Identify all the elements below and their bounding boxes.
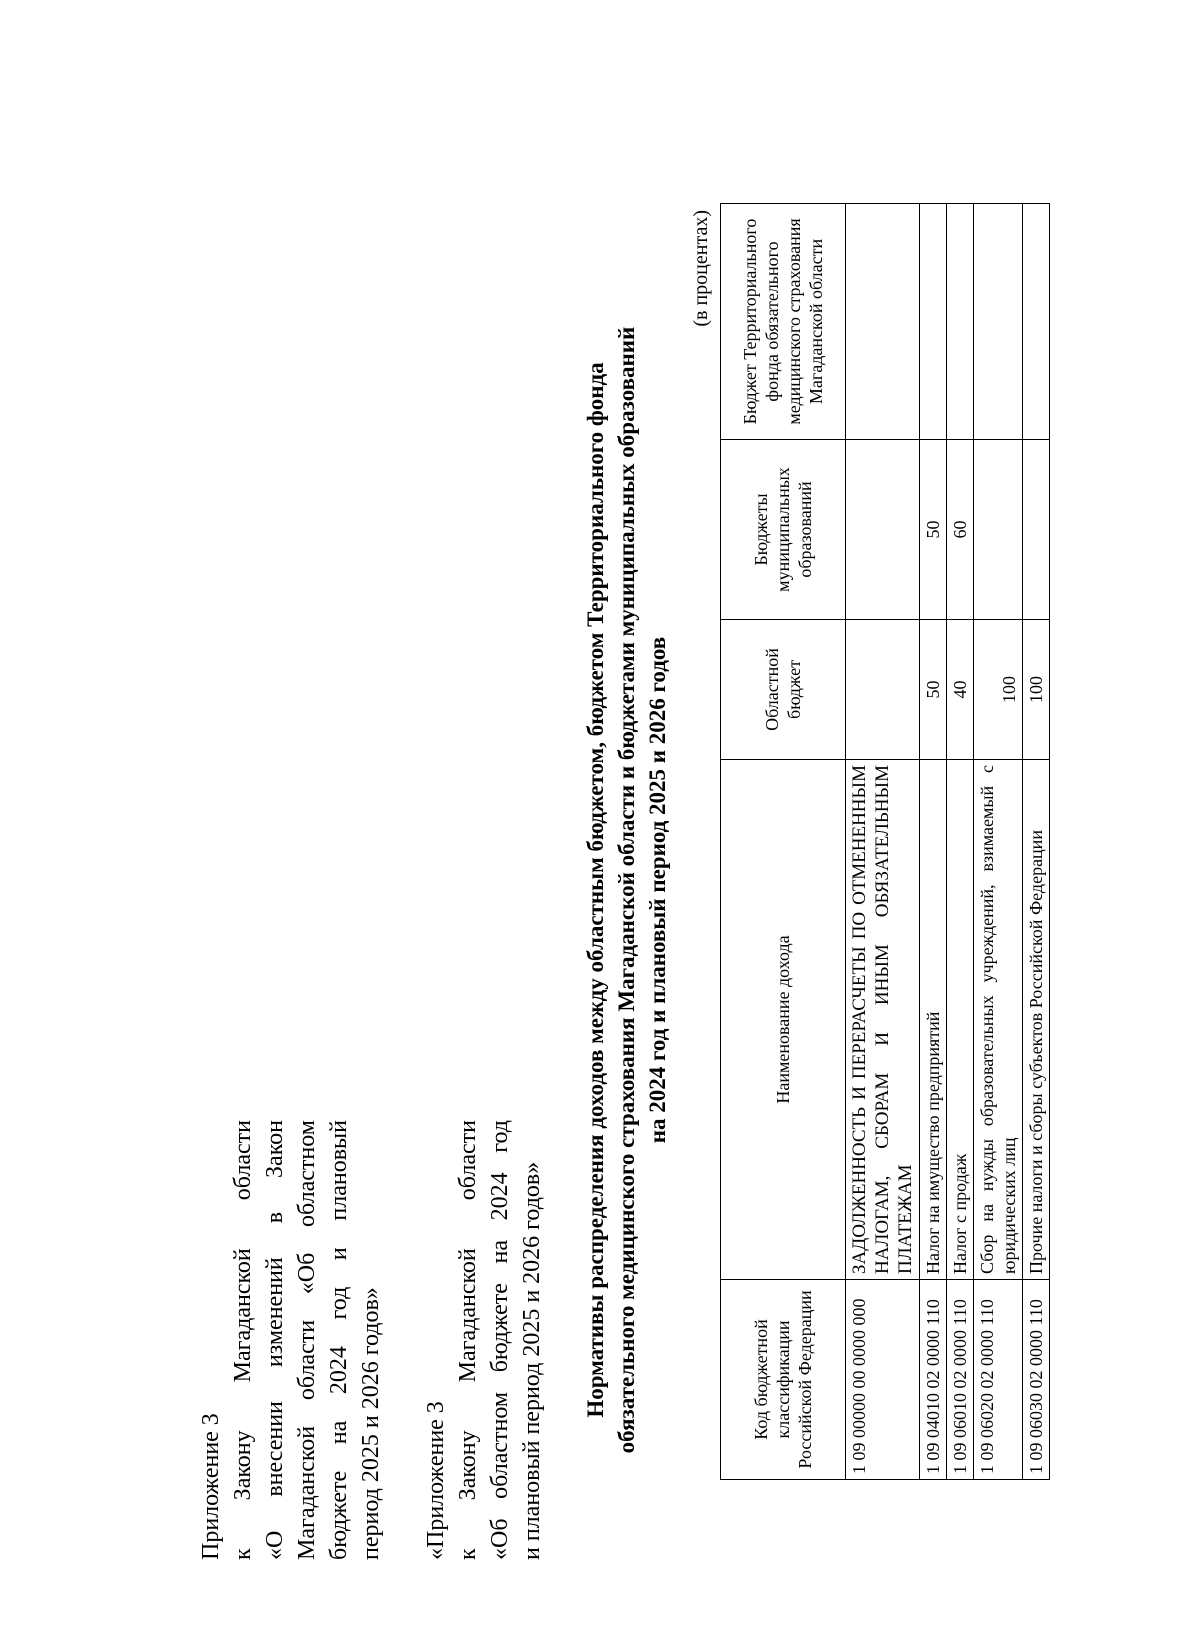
row-municipal-value — [974, 440, 1023, 620]
row-name: Налог на имущество предприятий — [920, 760, 947, 1280]
row-name: Сбор на нужды образовательных учреждений, взимаемый с юридических лиц — [974, 760, 1023, 1280]
row-regional-value: 50 — [920, 620, 947, 760]
title-line-2: обязательного медицинского страхования Магаданской области и бюджетами муниципальных образований — [614, 326, 639, 1454]
appendix-line: «Приложение 3 — [423, 1401, 449, 1560]
document-title — [580, 320, 673, 1460]
table-row — [947, 204, 974, 1480]
appendix-line: и плановый период 2025 и 2026 годов» — [519, 1161, 545, 1560]
revenue-distribution-table — [720, 203, 1050, 1480]
appendix-line: к Закону Магаданской области — [455, 1120, 481, 1560]
row-name: ЗАДОЛЖЕННОСТЬ И ПЕРЕРАСЧЕТЫ ПО ОТМЕНЕННЫМ НАЛОГАМ, СБОРАМ И ИНЫМ ОБЯЗАТЕЛЬНЫМ ПЛАТЕЖАМ — [846, 760, 920, 1280]
row-code: 1 09 06030 02 0000 110 — [1023, 1280, 1050, 1480]
appendix-line: Магаданской области «Об областном — [294, 1120, 320, 1560]
row-code: 1 09 04010 02 0000 110 — [920, 1280, 947, 1480]
title-line-1: Нормативы распределения доходов между областным бюджетом, бюджетом Территориального фонда — [583, 362, 608, 1418]
appendix-line: к Закону Магаданской области — [230, 1120, 256, 1560]
header-municipal-budgets: Бюджеты муниципальных образований — [721, 440, 846, 620]
row-code: 1 09 00000 00 0000 000 — [846, 1280, 920, 1480]
table-row — [1023, 204, 1050, 1480]
title-line-3: на 2024 год и плановый период 2025 и 2026 годов — [645, 636, 670, 1144]
row-code: 1 09 06020 02 0000 110 — [974, 1280, 1023, 1480]
row-fund-value — [920, 204, 947, 440]
row-name: Прочие налоги и сборы субъектов Российской Федерации — [1023, 760, 1050, 1280]
document-page — [80, 120, 1100, 1580]
row-municipal-value: 50 — [920, 440, 947, 620]
row-fund-value — [1023, 204, 1050, 440]
row-regional-value: 100 — [974, 620, 1023, 760]
appendix-line: «О внесении изменений в Закон — [262, 1120, 288, 1560]
row-fund-value — [974, 204, 1023, 440]
table-row — [974, 204, 1023, 1480]
appendix-header-original — [420, 1120, 548, 1560]
row-regional-value — [846, 620, 920, 760]
row-municipal-value — [1023, 440, 1050, 620]
header-regional-budget: Областной бюджет — [721, 620, 846, 760]
row-fund-value — [846, 204, 920, 440]
appendix-line: период 2025 и 2026 годов» — [358, 1287, 384, 1560]
header-fund-budget: Бюджет Территориального фонда обязательного медицинского страхования Магаданской области — [721, 204, 846, 440]
table-header-row — [721, 204, 846, 1480]
row-fund-value — [947, 204, 974, 440]
appendix-line: «Об областном бюджете на 2024 год — [487, 1120, 513, 1560]
appendix-header-amendment — [195, 1120, 387, 1560]
row-name: Налог с продаж — [947, 760, 974, 1280]
appendix-line: бюджете на 2024 год и плановый — [326, 1120, 352, 1560]
unit-note: (в процентах) — [690, 210, 712, 327]
appendix-line: Приложение 3 — [198, 1413, 224, 1560]
row-municipal-value — [846, 440, 920, 620]
row-regional-value: 100 — [1023, 620, 1050, 760]
row-code: 1 09 06010 02 0000 110 — [947, 1280, 974, 1480]
table-row — [920, 204, 947, 1480]
row-municipal-value: 60 — [947, 440, 974, 620]
header-name: Наименование дохода — [721, 760, 846, 1280]
header-code: Код бюджетной классификации Российской Федерации — [721, 1280, 846, 1480]
row-regional-value: 40 — [947, 620, 974, 760]
table-row — [846, 204, 920, 1480]
